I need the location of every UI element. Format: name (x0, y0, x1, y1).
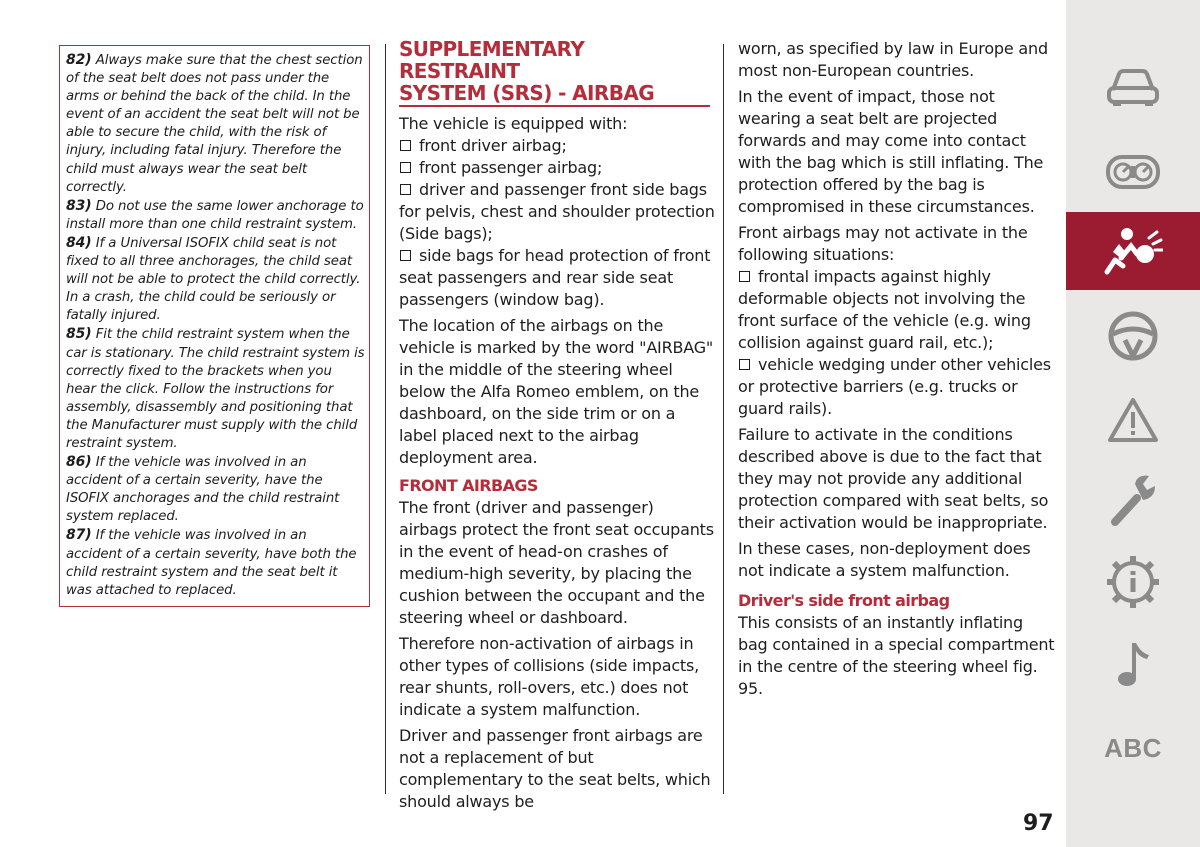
complementary-paragraph: Driver and passenger front airbags are not a replacement of but complementary to the seat belts, which should always be (399, 726, 711, 811)
list-item: frontal impacts against highly deformable objects not involving the front surface of the vehicle (e.g. wing collision against guard rail, etc.); (738, 267, 1031, 352)
list-item: front driver airbag; (399, 135, 715, 157)
warning-triangle-icon[interactable] (1066, 384, 1200, 456)
warning-number: 87) (66, 527, 92, 544)
equipment-intro: The vehicle is equipped with: (399, 114, 628, 133)
dashboard-icon[interactable] (1066, 136, 1200, 208)
warning-text: Fit the child restraint system when the car is stationary. The child restraint system is correctly fixed to the brackets when you hear the click. Follow the instructions for assembly, disassembly and positioning that the Manufacturer must supply with the child restraint system. (66, 327, 365, 451)
warning-number: 84) (66, 234, 92, 251)
checkbox-bullet-icon (400, 250, 411, 261)
checkbox-bullet-icon (400, 140, 411, 151)
column-divider (723, 44, 724, 794)
column-airbag-details (738, 38, 1056, 704)
checkbox-bullet-icon (739, 359, 750, 370)
column-divider (385, 44, 386, 794)
car-icon[interactable] (1066, 52, 1200, 124)
front-airbags-paragraph: The front (driver and passenger) airbags protect the front seat occupants in the event of head-on crashes of medium-high severity, by placing the cushion between the occupant and the steering wheel or dashboard. (399, 498, 714, 627)
section-title-line-2: SYSTEM (SRS) - AIRBAG (399, 81, 655, 105)
section-title-line-1: SUPPLEMENTARY RESTRAINT (399, 37, 585, 83)
list-item: side bags for head protection of front seat passengers and rear side seat passengers (window bag). (399, 246, 711, 309)
non-deployment-paragraph: In these cases, non-deployment does not indicate a system malfunction. (738, 539, 1031, 580)
info-gear-icon[interactable] (1066, 546, 1200, 618)
warning-item (66, 453, 365, 526)
list-item: driver and passenger front side bags for pelvis, chest and shoulder protection (Side bags); (399, 180, 715, 243)
section-title (399, 38, 710, 107)
warning-number: 85) (66, 326, 92, 343)
abc-label: ABC (1104, 732, 1162, 763)
airbag-icon[interactable] (1066, 212, 1200, 290)
warning-text: Always make sure that the chest section of the seat belt does not pass under the arms or behind the back of the child. In the event of an accident the seat belt will not be able to secure the child, with the risk of injury, including fatal injury. Therefore the child must always wear the seat belt correctly. (66, 53, 363, 195)
non-activation-paragraph: Therefore non-activation of airbags in other types of collisions (side impacts, rear shunts, roll-overs, etc.) does not indicate a system malfunction. (399, 634, 700, 719)
warning-item (66, 197, 365, 234)
abc-index-link[interactable] (1066, 712, 1200, 784)
warning-text: If the vehicle was involved in an accident of a certain severity, have the ISOFIX anchorages and the child restraint system replaced. (66, 455, 340, 525)
warning-item (66, 234, 365, 325)
page-number: 97 (1023, 811, 1054, 836)
failure-paragraph: Failure to activate in the conditions described above is due to the fact that they may not provide any additional protection compared with seat belts, so their activation would be inappropriate. (738, 425, 1049, 532)
warning-text: If a Universal ISOFIX child seat is not fixed to all three anchorages, the child seat will not be able to protect the child correctly. In a crash, the child could be seriously or fatally injured. (66, 235, 361, 324)
checkbox-bullet-icon (400, 184, 411, 195)
list-item: front passenger airbag; (399, 157, 715, 179)
column-airbag-intro (399, 38, 715, 817)
checkbox-bullet-icon (739, 271, 750, 282)
steering-wheel-icon[interactable] (1066, 300, 1200, 372)
warning-text: If the vehicle was involved in an accident of a certain severity, have both the child restraint system and the seat belt it was attached to replaced. (66, 528, 357, 598)
front-airbags-heading: FRONT AIRBAGS (399, 476, 538, 495)
warning-item (66, 51, 365, 197)
continued-paragraph: worn, as specified by law in Europe and most non-European countries. (738, 39, 1048, 80)
warning-number: 86) (66, 454, 92, 471)
driver-airbag-heading: Driver's side front airbag (738, 591, 950, 610)
impact-paragraph: In the event of impact, those not wearing a seat belt are projected forwards and may come into contact with the bag which is still inflating. The protection offered by the bag is compromised in these circumstances. (738, 87, 1044, 216)
warning-item (66, 526, 365, 599)
wrench-icon[interactable] (1066, 464, 1200, 536)
chapter-sidebar (1066, 0, 1200, 847)
location-paragraph: The location of the airbags on the vehicle is marked by the word "AIRBAG" in the middle of the steering wheel below the Alfa Romeo emblem, on the dashboard, on the side trim or on a label placed next to the airbag deployment area. (399, 316, 714, 467)
checkbox-bullet-icon (400, 162, 411, 173)
no-activation-intro: Front airbags may not activate in the following situations: (738, 223, 1028, 264)
driver-airbag-paragraph: This consists of an instantly inflating bag contained in a special compartment in the centre of the steering wheel fig. 95. (738, 613, 1055, 698)
warnings-box (59, 45, 370, 607)
music-note-icon[interactable] (1066, 628, 1200, 700)
warning-item (66, 325, 365, 453)
list-item: vehicle wedging under other vehicles or protective barriers (e.g. trucks or guard rails). (738, 355, 1051, 418)
warning-number: 82) (66, 52, 92, 68)
warning-text: Do not use the same lower anchorage to install more than one child restraint system. (66, 198, 364, 232)
warning-number: 83) (66, 197, 92, 214)
